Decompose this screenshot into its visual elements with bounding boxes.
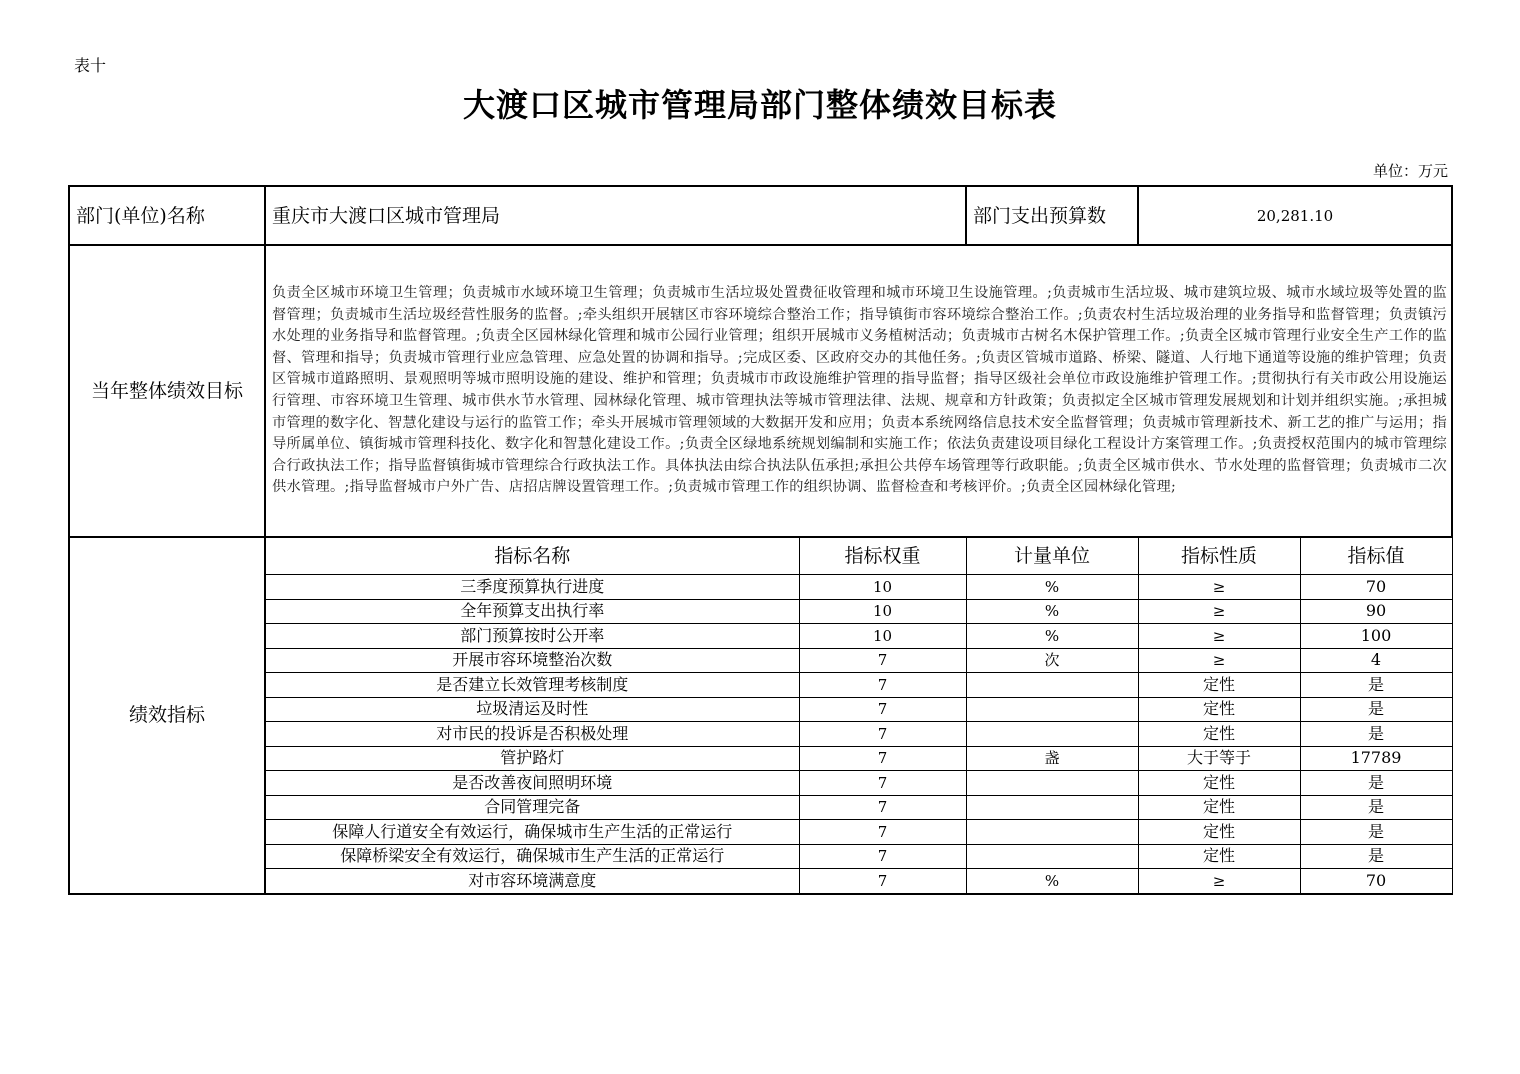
indicator-unit [966, 820, 1138, 845]
indicator-name: 开展市容环境整治次数 [265, 648, 799, 673]
performance-table [68, 185, 1453, 895]
indicator-nature: 定性 [1138, 722, 1300, 747]
table-row [69, 624, 1452, 649]
indicator-weight: 7 [799, 722, 966, 747]
indicator-weight: 7 [799, 795, 966, 820]
indicator-value: 70 [1300, 869, 1452, 894]
indicator-unit: % [966, 624, 1138, 649]
page-title: 大渡口区城市管理局部门整体绩效目标表 [462, 86, 1057, 124]
indicator-unit [966, 771, 1138, 796]
indicator-name: 管护路灯 [265, 746, 799, 771]
indicator-weight: 10 [799, 599, 966, 624]
indicator-unit [966, 673, 1138, 698]
dept-name: 重庆市大渡口区城市管理局 [265, 186, 966, 245]
indicator-nature: 定性 [1138, 795, 1300, 820]
indicator-name: 是否建立长效管理考核制度 [265, 673, 799, 698]
indicator-unit: % [966, 575, 1138, 600]
indicator-weight: 7 [799, 771, 966, 796]
unit-label: 单位：万元 [1372, 162, 1448, 180]
indicator-nature: 定性 [1138, 820, 1300, 845]
table-row [69, 575, 1452, 600]
indicator-value: 是 [1300, 844, 1452, 869]
table-row [69, 697, 1452, 722]
indicator-weight: 7 [799, 820, 966, 845]
table-row [69, 722, 1452, 747]
column-header: 指标性质 [1138, 537, 1300, 575]
indicator-value: 17789 [1300, 746, 1452, 771]
indicator-nature: ≥ [1138, 869, 1300, 894]
indicator-unit: % [966, 599, 1138, 624]
indicator-name: 对市容环境满意度 [265, 869, 799, 894]
indicator-name: 全年预算支出执行率 [265, 599, 799, 624]
indicator-unit: % [966, 869, 1138, 894]
indicator-weight: 10 [799, 624, 966, 649]
table-row [69, 746, 1452, 771]
indicators-label: 绩效指标 [69, 537, 265, 894]
indicator-name: 保障人行道安全有效运行，确保城市生产生活的正常运行 [265, 820, 799, 845]
indicator-value: 是 [1300, 820, 1452, 845]
indicator-nature: 定性 [1138, 673, 1300, 698]
indicator-name: 合同管理完备 [265, 795, 799, 820]
indicator-value: 100 [1300, 624, 1452, 649]
indicator-value: 4 [1300, 648, 1452, 673]
goal-text: 负责全区城市环境卫生管理；负责城市水域环境卫生管理；负责城市生活垃圾处置费征收管理和城市环境卫生设施管理。;负责城市生活垃圾、城市建筑垃圾、城市水域垃圾等处置的监督管理；负责城市生活垃圾经营性服务的监督。;牵头组织开展辖区市容环境综合整治工作；指导镇街市容环境综合整治工作。;负责农村生活垃圾治理的业务指导和监督管理；负责镇污水处理的业务指导和监督管理。;负责全区园林绿化管理和城市公园行业管理；组织开展城市义务植树活动；负责城市古树名木保护管理工作。;负责全区城市管理行业安全生产工作的监督、管理和指导；负责城市管理行业应急管理、应急处置的协调和指导。;完成区委、区政府交办的其他任务。;负责区管城市道路、桥梁、隧道、人行地下通道等设施的维护管理；负责区管城市道路照明、景观照明等城市照明设施的建设、维护和管理；负责城市市政设施维护管理的指导监督；指导区级社会单位市政设施维护管理工作。;贯彻执行有关市政公用设施运行管理、市容环境卫生管理、城市供水节水管理、园林绿化管理、城市管理执法等城市管理法律、法规、规章和方针政策；负责拟定全区城市管理发展规划和计划并组织实施。;承担城市管理的数字化、智慧化建设与运行的监管工作；牵头开展城市管理领域的大数据开发和应用；负责本系统网络信息技术安全监督管理；负责城市管理新技术、新工艺的推广与运用；指导所属单位、镇街城市管理科技化、数字化和智慧化建设工作。;负责全区绿地系统规划编制和实施工作；依法负责建设项目绿化工程设计方案管理工作。;负责授权范围内的城市管理综合行政执法工作；指导监督镇街城市管理综合行政执法工作。具体执法由综合执法队伍承担;承担公共停车场管理等行政职能。;负责全区城市供水、节水处理的监督管理；负责城市二次供水管理。;指导监督城市户外广告、店招店牌设置管理工作。;负责城市管理工作的组织协调、监督检查和考核评价。;负责全区园林绿化管理; [265, 245, 1452, 537]
column-header: 计量单位 [966, 537, 1138, 575]
indicator-nature: ≥ [1138, 599, 1300, 624]
indicator-nature: 大于等于 [1138, 746, 1300, 771]
indicator-weight: 7 [799, 673, 966, 698]
table-row [69, 869, 1452, 894]
indicator-unit [966, 795, 1138, 820]
indicator-value: 是 [1300, 722, 1452, 747]
indicator-unit [966, 722, 1138, 747]
table-row [69, 673, 1452, 698]
table-row [69, 648, 1452, 673]
table-row [69, 599, 1452, 624]
indicator-unit: 盏 [966, 746, 1138, 771]
indicator-value: 70 [1300, 575, 1452, 600]
budget-value: 20,281.10 [1138, 186, 1452, 245]
dept-label: 部门(单位)名称 [69, 186, 265, 245]
indicator-weight: 7 [799, 844, 966, 869]
table-row [69, 844, 1452, 869]
table-row [69, 771, 1452, 796]
indicator-unit [966, 844, 1138, 869]
column-header: 指标名称 [265, 537, 799, 575]
indicator-nature: ≥ [1138, 648, 1300, 673]
indicator-value: 90 [1300, 599, 1452, 624]
indicator-unit: 次 [966, 648, 1138, 673]
indicator-nature: 定性 [1138, 844, 1300, 869]
indicator-weight: 7 [799, 697, 966, 722]
budget-label: 部门支出预算数 [966, 186, 1138, 245]
indicator-unit [966, 697, 1138, 722]
column-header: 指标权重 [799, 537, 966, 575]
goal-label: 当年整体绩效目标 [69, 245, 265, 537]
indicator-value: 是 [1300, 771, 1452, 796]
indicator-name: 部门预算按时公开率 [265, 624, 799, 649]
indicator-name: 三季度预算执行进度 [265, 575, 799, 600]
indicator-nature: ≥ [1138, 575, 1300, 600]
indicator-weight: 7 [799, 746, 966, 771]
indicator-weight: 10 [799, 575, 966, 600]
indicator-value: 是 [1300, 673, 1452, 698]
table-number: 表十 [74, 56, 107, 75]
indicator-weight: 7 [799, 648, 966, 673]
indicator-weight: 7 [799, 869, 966, 894]
column-header: 指标值 [1300, 537, 1452, 575]
indicator-value: 是 [1300, 795, 1452, 820]
indicator-name: 保障桥梁安全有效运行，确保城市生产生活的正常运行 [265, 844, 799, 869]
indicator-nature: 定性 [1138, 697, 1300, 722]
table-row [69, 795, 1452, 820]
indicator-name: 是否改善夜间照明环境 [265, 771, 799, 796]
indicator-name: 对市民的投诉是否积极处理 [265, 722, 799, 747]
indicator-nature: 定性 [1138, 771, 1300, 796]
table-row [69, 820, 1452, 845]
indicator-nature: ≥ [1138, 624, 1300, 649]
indicator-name: 垃圾清运及时性 [265, 697, 799, 722]
indicator-value: 是 [1300, 697, 1452, 722]
